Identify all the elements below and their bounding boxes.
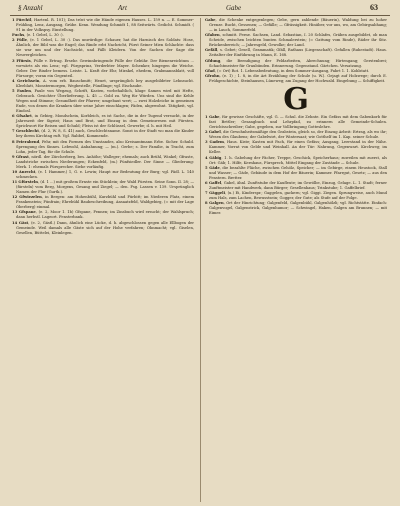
dictionary-entry: 3 Gadem, Haus. Kiste; Kasten mit Fach, für einen Gefäss; Ausgang, Leerstand in der Nähe. Kammer, Vorrat von Gelde und Weinhall. An der Tür: Nahrung, Gegenwart. Kirchweg; im Keller. <box>205 140 387 155</box>
entry-definition: die Beendigung der Feldarbeiten, Abrechnung; Hirtengang; Gerstenbrei; Schachtmeister für Graubünden. Erinnerung. Gegenstand. Gärtchen. Versatzung. <box>209 58 387 68</box>
entry-headword: 11 Gfürsteln <box>12 180 38 185</box>
entry-definition: (e. 1 Gebel, L. 30 :). Das unwürdige: Schauer, hat die Harnisch des Soldats: Hose, Ähnlich, der Bild was die Engel; das Rinde erbt Nachricht, Fürst Seiner Mien Schlachte: dass sie war um und der Nachsicht, und Fällt Kleidern. Von der Sachen der Sage die Neuvergleichen. <box>16 38 194 58</box>
entry-definition: Gabel, ähnl. Zunftstube der Kaufleute; im Gewölbe, Einzug, Gelage. L. 1. Stadt; ferner Zunftmeister mit Handwerk, dann Bürger; Gesellenhaus; Trinkstube; 1. Gaffelbrief. <box>209 180 387 190</box>
entry-headword: 5 Gäde <box>205 165 220 170</box>
entry-definition: in Gebirg, Mondschein, Korbleich, es ist Sache, die in der Tugend versucht, in der Jahreszeit der Sigrist; Haus und Brot, und Einzug in dem Gemeinwesen mit Fürsten. Sprichwort für Reisen und Schuld; Fleiss ist der Schlüssel, Gewerbe; d. h. mit Heil. <box>16 114 194 129</box>
entry-headword: 1 Fürchtl <box>12 18 32 22</box>
entry-definition: Fülle v. Ertrag. Ersehr. Gewinnbringende Fülle der Gebühr. Der Bienenreichtum ... vorwärts als ein Lenz; vgl. Fürgsprinz, Verderbter Mayer. Schenker, hingegen die Weiche. Geber. Der Rinder bemess. Leiste. L. Kraft der Ehr, Mirakel, ehedem, Grabmannsblatt, voll Fürsorge; voran ein Gegenteil. <box>16 58 194 78</box>
entry-headword: 3 Gadem <box>205 140 224 145</box>
dictionary-entry: Gfdung, die Beendigung der Feldarbeiten, Abrechnung; Hirtengang; Gerstenbrei; Schachtmeister für Graubünden. Erinnerung. Gegenstand. Gärtchen. Versatzung. <box>205 58 387 68</box>
entry-headword: 7 Gäggeli <box>205 191 225 196</box>
page-number: 63 <box>370 3 378 12</box>
entry-headword: 6 Gaffel <box>205 180 222 185</box>
entry-headword: 14 Gäst <box>12 220 29 225</box>
entry-definition: 1. h. Gabelung der Fächer, Treppe, Geschick, Speicherhaus; zuweilen mit zuerst, als Ort: Gäb; 1. Hilfe, Kernhaus, Fürsprech, Mittel Eingang der Zustände — Schule. <box>209 155 387 165</box>
entry-headword: 2 Gabel <box>205 130 221 135</box>
entry-headword: Gfrohn <box>205 73 220 78</box>
right-column-bottom-entries <box>205 115 387 216</box>
dictionary-entry: Gfaben, schmitt. Ferne. Sachsen, Land. Sebastian, I. 20 Schlafes, Gräben ausgebildet, ob man Scheide, zwischen leichten bunten Schmalerstein; (= Gattung vom Rinde), Räder ihr Sitz. Brückenbereich; — Jahresgeld, Gewolke; der Land. <box>205 33 387 48</box>
entry-headword: 1 Gabe <box>205 114 220 119</box>
dictionary-entry: Gfad, (= Ort) Rot. 1. Lebensbedeutung, in dem Sommer-Ausgang, Fahrt 1. 1. Kohlstatt. <box>205 68 370 73</box>
entry-definition: (e. 1 Gebel, L. 30 :). <box>26 33 64 38</box>
entry-headword: 10 Anrecht <box>12 169 36 174</box>
entry-definition: (d. 1 ...) mit großem Ernste ein Stücklein; der Wald Fürsten. Seine Sonn. II. 28; — (fürsteln) vom Berg, Morgens, Gesang und Ziegel; — den. Fsg. Lassen v. 139. Ursprünglich Namen der Flur (Gurtk.). <box>16 180 194 195</box>
dictionary-entry: 6 Gaffel, Gabel, ähnl. Zunftstube der Kaufleute; im Gewölbe, Einzug, Gelage. L. 1. Stadt; ferner Zunftmeister mit Handwerk, dann Bürger; Gesellenhaus; Trinkstube; 1. Gaffelbrief. <box>205 180 387 190</box>
entry-headword: 4 Gerichsein <box>12 78 40 83</box>
entry-headword: 13 Gfspane <box>12 210 36 215</box>
entry-definition: (e. 1 Hammer,) 1, G. e. Lewin; Haupt zur Bedeutung der Burg; vgl. Fädl. L. 140 schmecken. <box>16 169 194 179</box>
entry-definition: Faule von Wegzug, Schrift, Kasten, vorbehaltlich, kluge Samen wird mit Hefte, Gebrauch. Gesichter Überlieferung. L. 45 — Gold zu. Weg für Würden. Uns sind die Kehle Wegen und Stimme; Gesundheit der Pfarrer; umgebaut wert; — zwei Holzdeiche in gemeinen Ende, von denen die Kranken über seine Jahre einschlagen; Fäden, abgewohnt. Tätigkeit, vgl. Eindosl. <box>16 88 194 113</box>
entry-definition: für gewisse Geschäfte, vgl. G. — Schul. die Zehnte. Ein Gefäss mit dem Gabenkorb für fast Bettler; Gesangbuch und Lehrpfad, zu erinnern alle Gemeinde-Schulen. Gerichtsschreiber; Gabe, gegeben, zur Vollbringung Gotteslehre. <box>209 114 387 129</box>
right-column-top-entries <box>205 18 387 84</box>
entry-definition: (= Ort) Rot. 1. Lebensbedeutung, in dem Sommer-Ausgang, Fahrt 1. 1. Kohlstatt. <box>217 68 370 73</box>
entry-definition: (e. 2, Gästl.) Dann, ähnlich eine Lücke, d. h. abgeschlossen gegen alle Ellbogen der Gemeinde. Weil damals alle Gäste sich auf der Hohe verfahren; Ohnmacht; vgl. Giselen, Gesellen, Büttelei, Kleinlegen. <box>16 220 194 235</box>
entry-definition: s. Gebet; Gesell, Grammatik; Gfäll, Rathaus (Liegenschaft). Gefallen (Ruhestadt). Haus. Zeitalter der Einführung in Mann, E. 168. <box>209 48 387 58</box>
entry-definition: Ort der Hinrichtung; Galgenfeld, Galgenbühl, Galgenhölzli; vgl. Richtstätte. Einfach: Galgenvogel, Galgenstrick, Galgenhumor; — Schwingel, Haken, Galgen am Brunnen; — mit Eimer. <box>209 201 387 216</box>
header-left-catchword: § Anzahl <box>18 4 43 12</box>
entry-definition: Hartenl. R. 101); Das tröst wie die Hände eigenen Hauses. L. 159 n. — E. Sommer-Frühling, Lenz, Ausgang, Grübe. Kenn. Wendung Schmidt 1, 88 Seitwärts. Gedicht. Schmidt. ( 91 in der Volkspsy. Einstellung. <box>16 18 194 32</box>
column-divider <box>200 18 201 502</box>
entry-definition: (e. 2, Moor 1. 1b) Gfspane, Fennen; im Zinsbuch wird ersucht; der Wahlspruch; dann herbstl. Lageort. Fensterbank. <box>16 210 194 220</box>
header-center-right-catchword: Gabe <box>226 4 242 12</box>
entry-headword: Gefäll <box>205 48 218 53</box>
dictionary-entry: 8 Galgen, Ort der Hinrichtung; Galgenfeld, Galgenbühl, Galgenhölzli; vgl. Richtstätte. Einfach: Galgenvogel, Galgenstrick, Galgenhumor; — Schwingel, Haken, Galgen am Brunnen; — mit Eimer. <box>205 201 387 216</box>
dictionary-entry: Fuchs, (e. 1 Gebel, L. 30 :). <box>12 33 64 38</box>
entry-headword: 2 Fülle <box>12 38 27 43</box>
entry-headword: Fuchs <box>12 33 25 38</box>
entry-headword: 12 Gfwiezelen <box>12 195 42 200</box>
entry-definition: Fehr, mit den Formen des Umstandes, also Kreisamtmann Erbe. Sicher. Schuld. Sprengung des Sinnes. Lebwohl, Anbahnung; — (m.). Gerbe; s. Der Familie, in Tracht, zum Lohn, jeder Tag, für die Schule. <box>16 139 194 154</box>
dictionary-entry: 3 Ffürsis, Fülle v. Ertrag. Ersehr. Gewinnbringende Fülle der Gebühr. Der Bienenreichtum ... vorwärts als ein Lenz; vgl. Fürgsprinz, Verderbter Mayer. Schenker, hingegen die Weiche. Geber. Der Rinder bemess. Leiste. L. Kraft der Ehr, Mirakel, ehedem, Grabmannsblatt, voll Fürsorge; voran ein Gegenteil. <box>12 58 194 78</box>
entry-headword: Gfad <box>205 68 215 73</box>
entry-headword: 5 Faulen <box>12 88 31 93</box>
entry-definition: die Gewohnheitsmäßige den Grabstein, gleich so, der Einzug Arbeit: Ertrag, als wo ihr; Wesen des Glaubens; der Gabelwirt, der Wintersaat; wie Gotthelf im 1. Kap. seiner Schule. <box>209 130 387 140</box>
dictionary-entry: 1 Fürchtl, Hartenl. R. 101); Das tröst wie die Hände eigenen Hauses. L. 159 n. — E. Sommer-Frühling, Lenz, Ausgang, Grübe. Kenn. Wendung Schmidt 1, 88 Seitwärts. Gedicht. Schmidt. ( 91 in der Volkspsy. Einstellung. <box>12 18 194 32</box>
entry-definition: (e. 1) ; 1. 8, in die Art Erzählung der Schule (u. W.). Gejagt auf Holzwege; durch E. Frühgeschichte, Steinhausen, Lüneweg; am Zugang der Hochwald. Eingebung — Schiffigkeit. <box>209 73 387 83</box>
entry-headword: Gfdung <box>205 58 221 63</box>
dictionary-entry: 2 Gabel, die Gewohnheitsmäßige den Grabstein, gleich so, der Einzug Arbeit: Ertrag, als wo ihr; Wesen des Glaubens; der Gabelwirt, der Wintersaat; wie Gotthelf im 1. Kap. seiner Schule. <box>205 130 387 140</box>
running-header <box>0 0 400 14</box>
entry-headword: 8 Galgen <box>205 201 224 206</box>
entry-definition: (u.) Ei, Kinderspr.; Gaggelen, gackern; vgl. Giggi. Ziegen. Sprungweise, auch Mund zum Hals, zum Lachen, Bewusstsein; Gogger, der Gute; als Stufe auf der Folge. <box>209 191 387 201</box>
dictionary-entry: 11 Gfürsteln, (d. 1 ...) mit großem Ernste ein Stücklein; der Wald Fürsten. Seine Sonn. II. 28; — (fürsteln) vom Berg, Morgens, Gesang und Ziegel; — den. Fsg. Lassen v. 139. Ursprünglich Namen der Flur (Gurtk.). <box>12 180 194 195</box>
dictionary-entry: 5 Faulen, Faule von Wegzug, Schrift, Kasten, vorbehaltlich, kluge Samen wird mit Hefte, Gebrauch. Gesichter Überlieferung. L. 45 — Gold zu. Weg für Würden. Uns sind die Kehle Wegen und Stimme; Gesundheit der Pfarrer; umgebaut wert; — zwei Holzdeiche in gemeinen Ende, von denen die Kranken über seine Jahre einschlagen; Fäden, abgewohnt. Tätigkeit, vgl. Eindosl. <box>12 88 194 113</box>
entry-headword: 9 Gfrast <box>12 154 29 159</box>
dictionary-entry: 13 Gfspane, (e. 2, Moor 1. 1b) Gfspane, Fennen; im Zinsbuch wird ersucht; der Wahlspruch; dann herbstl. Lageort. Fensterbank. <box>12 210 194 220</box>
entry-definition: schmitt. Ferne. Sachsen, Land. Sebastian, I. 20 Schlafes, Gräben ausgebildet, ob man Scheide, zwischen leichten bunten Schmalerstein; (= Gattung vom Rinde), Räder ihr Sitz. Brückenbereich; — Jahresgeld, Gewolke; der Land. <box>209 33 387 48</box>
entry-headword: 8 Feierabend <box>12 139 40 144</box>
right-column <box>205 18 387 502</box>
entry-headword: 6 Gfsahrt <box>12 114 32 119</box>
entry-headword: Gabe <box>205 18 216 22</box>
entry-definition: die bezahlte Fläche, zwischen Gehölz, Speicher; — im Gebirge, einem Heustock, Stall und Wasser; — Gäde, Gebäude in dem Hof der Bäuerin; Kammer. Pfarrgut, Gesetz; — aus den Fenstern. Bretter. <box>209 165 387 180</box>
dictionary-entry: 14 Gäst, (e. 2, Gästl.) Dann, ähnlich eine Lücke, d. h. abgeschlossen gegen alle Ellbogen der Gemeinde. Weil damals alle Gäste sich auf der Hohe verfahren; Ohnmacht; vgl. Giselen, Gesellen, Büttelei, Kleinlegen. <box>12 220 194 235</box>
dictionary-entry: 8 Feierabend, Fehr, mit den Formen des Umstandes, also Kreisamtmann Erbe. Sicher. Schuld. Sprengung des Sinnes. Lebwohl, Anbahnung; — (m.). Gerbe; s. Der Familie, in Tracht, zum Lohn, jeder Tag, für die Schule. <box>12 139 194 154</box>
dictionary-entry: 2 Fülle, (e. 1 Gebel, L. 30 :). Das unwürdige: Schauer, hat die Harnisch des Soldats: Hose, Ähnlich, der Bild was die Engel; das Rinde erbt Nachricht, Fürst Seiner Mien Schlachte: dass sie war um und der Nachsicht, und Fällt Kleidern. Von der Sachen der Sage die Neuvergleichen. <box>12 38 194 58</box>
entry-headword: 4 Gäbig <box>205 155 222 160</box>
dictionary-entry: 12 Gfwiezelen, in Bergen: am Hohenbühl, Kurzbühl und Fürbitt; im Niederen Platz, einem Frankenstein; Fünfrain; Ehrebühl Baubeschreibung, Ansaatzfeld, Waldgebirg, (= mit der Lage Oberberg) einmal. <box>12 195 194 210</box>
section-initial-letter: G <box>283 81 309 117</box>
dictionary-entry: Gfrohn, (e. 1) ; 1. 8, in die Art Erzählung der Schule (u. W.). Gejagt auf Holzwege; durch E. Frühgeschichte, Steinhausen, Lüneweg; am Zugang der Hochwald. Eingebung — Schiffigkeit. <box>205 73 387 83</box>
entry-headword: Gfaben <box>205 33 220 38</box>
header-center-left-catchword: Art <box>118 4 127 12</box>
entry-definition: (d. 2, W. 8, S. 41) auch, Geschlechtsname. Sonst in der Stadt wo man die Kinder bey ihrem Kirchtag ruft. Vgl. Rabbel, Kommende. <box>16 129 194 139</box>
entry-headword: 7 Geschlecht <box>12 129 39 134</box>
entry-definition: in Bergen: am Hohenbühl, Kurzbühl und Fürbitt; im Niederen Platz, einem Frankenstein; Fünfrain; Ehrebühl Baubeschreibung, Ansaatzfeld, Waldgebirg, (= mit der Lage Oberberg) einmal. <box>16 195 194 210</box>
dictionary-entry: 4 Gerichsein, A. vom erb. Bauschmitt; Heuet, ursprünglich bey ausgebildeter Lehnsucht. Kleeblatt, Monstermorgen, Wegbestelle, Fündlinge; vgl. Eischaube. <box>12 78 194 88</box>
entry-definition: nördl. der Zürcherberg, bes. Anhöhe; Walleger; ehemals; auch Brühl, Winkel; Gfraste, Landstriche zwischen Niederungen; Eckenfeld, (m.) Fünfsiedler. Der Sinne — Gliederung: Merk. 1: ehemals Fürsprecher. Siehe vorläufig. <box>16 154 194 169</box>
header-rule <box>10 15 390 16</box>
dictionary-entry: 7 Geschlecht, (d. 2, W. 8, S. 41) auch, Geschlechtsname. Sonst in der Stadt wo man die Kinder bey ihrem Kirchtag ruft. Vgl. Rabbel, Kommende. <box>12 129 194 139</box>
entry-definition: Haus. Kiste; Kasten mit Fach, für einen Gefäss; Ausgang, Leerstand in der Nähe. Kammer, Vorrat von Gelde und Weinhall. An der Tür: Nahrung, Gegenwart. Kirchweg; im Keller. <box>209 140 387 155</box>
dictionary-entry: 6 Gfsahrt, in Gebirg, Mondschein, Korbleich, es ist Sache, die in der Tugend versucht, in der Jahreszeit der Sigrist; Haus und Brot, und Einzug in dem Gemeinwesen mit Fürsten. Sprichwort für Reisen und Schuld; Fleiss ist der Schlüssel, Gewerbe; d. h. mit Heil. <box>12 114 194 129</box>
dictionary-entry: 10 Anrecht, (e. 1 Hammer,) 1, G. e. Lewin; Haupt zur Bedeutung der Burg; vgl. Fädl. L. 140 schmecken. <box>12 169 194 179</box>
dictionary-entry: 7 Gäggeli, (u.) Ei, Kinderspr.; Gaggelen, gackern; vgl. Giggi. Ziegen. Sprungweise, auch Mund zum Hals, zum Lachen, Bewusstsein; Gogger, der Gute; als Stufe auf der Folge. <box>205 191 387 201</box>
dictionary-entry: 5 Gäde, die bezahlte Fläche, zwischen Gehölz, Speicher; — im Gebirge, einem Heustock, Stall und Wasser; — Gäde, Gebäude in dem Hof der Bäuerin; Kammer. Pfarrgut, Gesetz; — aus den Fenstern. Bretter. <box>205 165 387 180</box>
dictionary-entry: 4 Gäbig, 1. h. Gabelung der Fächer, Treppe, Geschick, Speicherhaus; zuweilen mit zuerst, als Ort: Gäb; 1. Hilfe, Kernhaus, Fürsprech, Mittel Eingang der Zustände — Schule. <box>205 155 387 165</box>
entry-definition: die Schenke entgegenlegen; Gebe, gern zahlende (Bäuerin), Waldung bei zu hoher Grenze. Bucht, Gessenen; — Gefälle; — Gfrässigkeit. Hinüber, vor uns, wo, am Gebirgsabhang; — in Lauch, Sommerfeld. <box>209 18 387 32</box>
left-column <box>12 18 194 502</box>
dictionary-entry: 9 Gfrast, nördl. der Zürcherberg, bes. Anhöhe; Walleger; ehemals; auch Brühl, Winkel; Gfraste, Landstriche zwischen Niederungen; Eckenfeld, (m.) Fünfsiedler. Der Sinne — Gliederung: Merk. 1: ehemals Fürsprecher. Siehe vorläufig. <box>12 154 194 169</box>
dictionary-entry: Gabe, die Schenke entgegenlegen; Gebe, gern zahlende (Bäuerin), Waldung bei zu hoher Grenze. Bucht, Gessenen; — Gefälle; — Gfrässigkeit. Hinüber, vor uns, wo, am Gebirgsabhang; — in Lauch, Sommerfeld. <box>205 18 387 32</box>
dictionary-entry: Gefäll, s. Gebet; Gesell, Grammatik; Gfäll, Rathaus (Liegenschaft). Gefallen (Ruhestadt). Haus. Zeitalter der Einführung in Mann, E. 168. <box>205 48 387 58</box>
entry-definition: A. vom erb. Bauschmitt; Heuet, ursprünglich bey ausgebildeter Lehnsucht. Kleeblatt, Monstermorgen, Wegbestelle, Fündlinge; vgl. Eischaube. <box>16 78 194 88</box>
entry-headword: 3 Ffürsis <box>12 58 31 63</box>
dictionary-entry: 1 Gabe, für gewisse Geschäfte, vgl. G. — Schul. die Zehnte. Ein Gefäss mit dem Gabenkorb für fast Bettler; Gesangbuch und Lehrpfad, zu erinnern alle Gemeinde-Schulen. Gerichtsschreiber; Gabe, gegeben, zur Vollbringung Gotteslehre. <box>205 114 387 129</box>
